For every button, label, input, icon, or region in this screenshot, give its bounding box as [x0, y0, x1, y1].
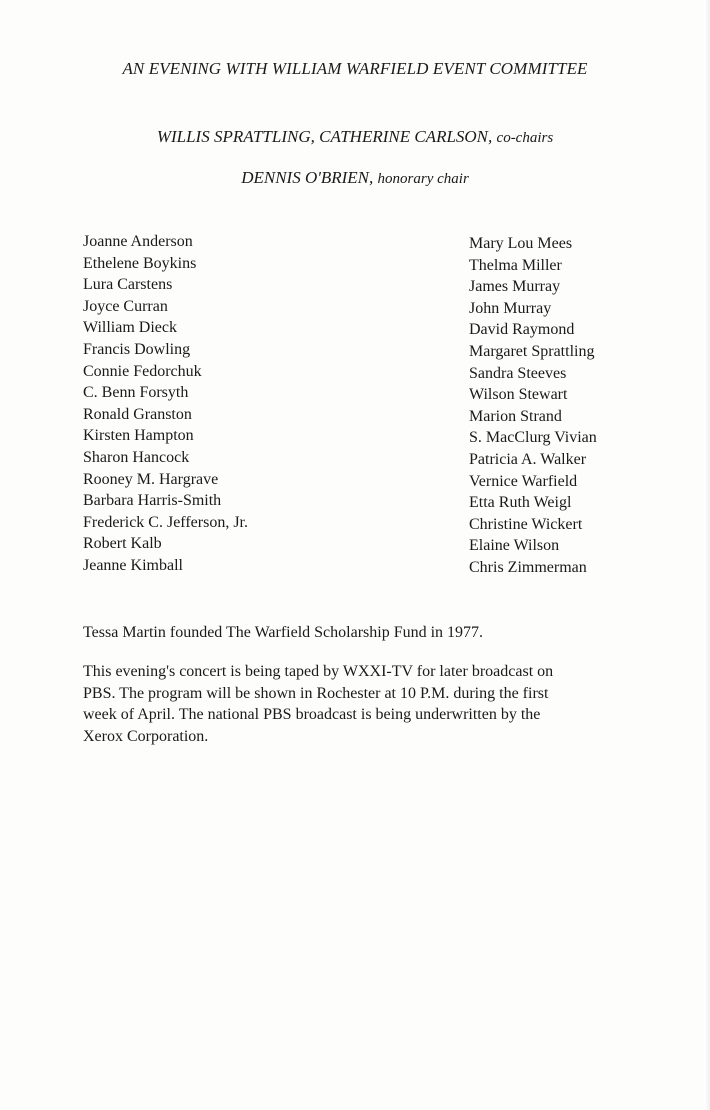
committee-members-right-column: [469, 233, 597, 579]
member-name: William Dieck: [83, 319, 177, 337]
member-name: Rooney M. Hargrave: [83, 470, 219, 488]
page-edge-shadow: [704, 0, 710, 1110]
broadcast-note-line: Xerox Corporation.: [83, 727, 209, 745]
member-name: James Murray: [469, 278, 561, 296]
member-name: Elaine Wilson: [469, 537, 560, 555]
member-name: Patricia A. Walker: [469, 450, 587, 468]
member-name: Robert Kalb: [83, 535, 162, 553]
member-name: Christine Wickert: [469, 515, 583, 533]
member-name: Wilson Stewart: [469, 386, 568, 404]
member-name: Lura Carstens: [83, 276, 173, 294]
broadcast-note-line: week of April. The national PBS broadcast is being underwritten by the: [83, 706, 541, 723]
member-name: Sandra Steeves: [469, 364, 567, 382]
member-name: Joyce Curran: [83, 297, 168, 315]
member-name: Chris Zimmerman: [469, 558, 587, 576]
member-name: Kirsten Hampton: [83, 427, 194, 445]
member-name: David Raymond: [469, 321, 575, 339]
member-name: Etta Ruth Weigl: [469, 494, 572, 512]
member-name: Marion Strand: [469, 407, 562, 425]
committee-members-left-column: [83, 231, 248, 577]
committee-title: AN EVENING WITH WILLIAM WARFIELD EVENT COMMITTEE: [122, 59, 588, 78]
member-name: Ethelene Boykins: [83, 254, 197, 272]
broadcast-note-line: This evening's concert is being taped by WXXI-TV for later broadcast on: [83, 663, 554, 680]
member-name: Ronald Granston: [83, 405, 192, 423]
broadcast-note-line: PBS. The program will be shown in Rochester at 10 P.M. during the first: [83, 684, 549, 702]
scholarship-founded-note: Tessa Martin founded The Warfield Scholarship Fund in 1977.: [83, 624, 484, 641]
member-name: Joanne Anderson: [83, 233, 193, 250]
honorary-chair-role: honorary chair: [377, 171, 469, 187]
member-name: Sharon Hancock: [83, 448, 190, 466]
member-name: Barbara Harris-Smith: [83, 492, 222, 510]
member-name: Jeanne Kimball: [83, 556, 183, 574]
member-name: Vernice Warfield: [469, 472, 578, 490]
honorary-chair-line: [0, 168, 710, 188]
cochairs-line: [0, 127, 710, 147]
broadcast-note: [83, 661, 653, 747]
member-name: C. Benn Forsyth: [83, 384, 189, 402]
member-name: Connie Fedorchuk: [83, 362, 202, 380]
member-name: Mary Lou Mees: [469, 235, 573, 252]
member-name: Thelma Miller: [469, 256, 562, 274]
honorary-chair-name: DENNIS O'BRIEN,: [241, 168, 374, 187]
member-name: Francis Dowling: [83, 340, 191, 358]
member-name: S. MacClurg Vivian: [469, 429, 597, 447]
cochairs-names: WILLIS SPRATTLING, CATHERINE CARLSON,: [156, 127, 493, 146]
member-name: Margaret Sprattling: [469, 342, 595, 360]
cochairs-role: co-chairs: [496, 130, 554, 146]
member-name: John Murray: [469, 299, 552, 317]
member-name: Frederick C. Jefferson, Jr.: [83, 513, 248, 531]
